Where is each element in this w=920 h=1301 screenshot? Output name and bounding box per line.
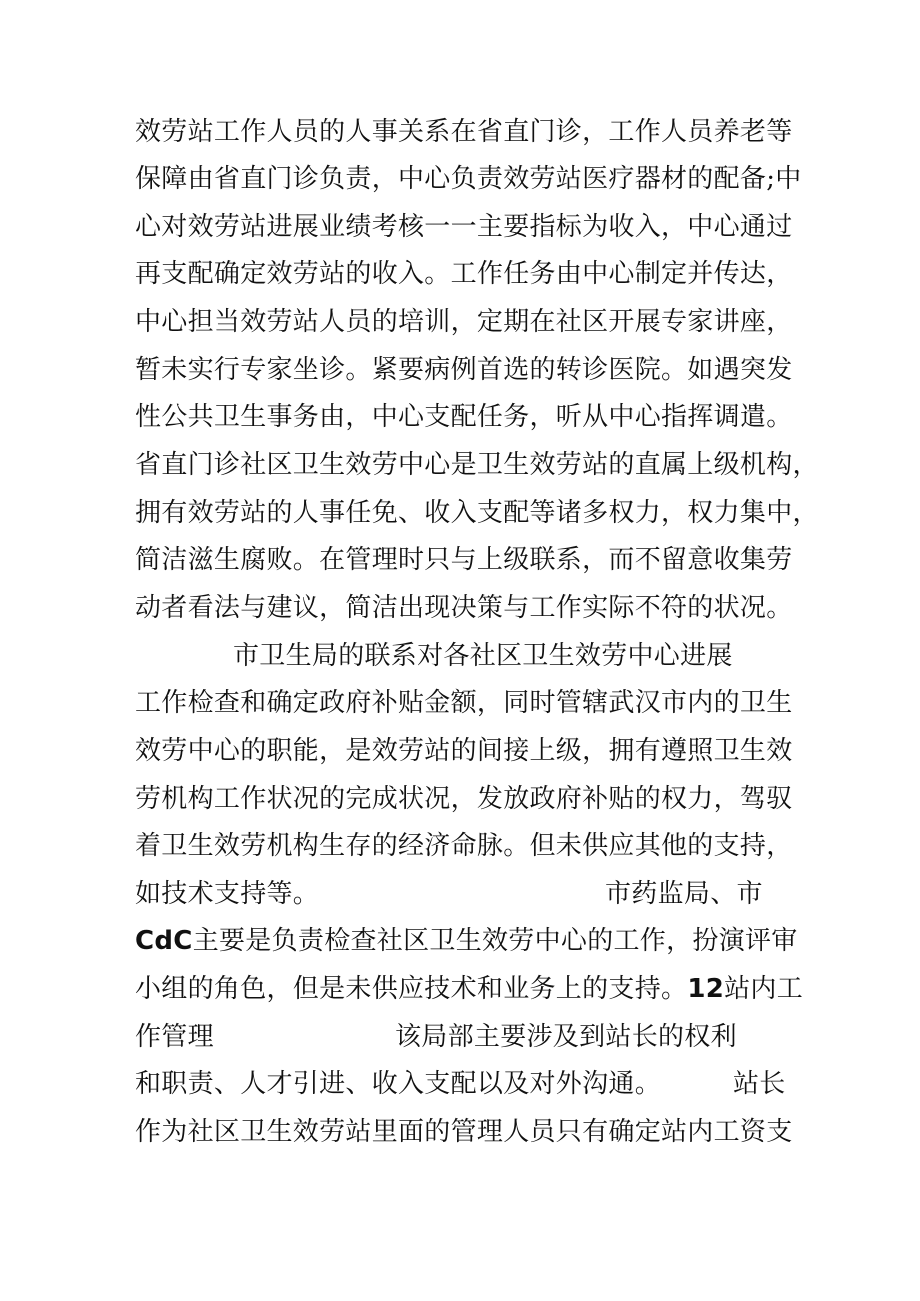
text-line-17-left: 如技术支持等。: [135, 879, 320, 909]
text-line-16: 着卫生效劳机构生存的经济命脉。但未供应其他的支持，: [135, 831, 793, 861]
text-line-18-rest: 主要是负责检查社区卫生效劳中心的工作，扮演评审: [192, 926, 798, 956]
text-line-12: 市卫生局的联系对各社区卫生效劳中心进展: [233, 641, 733, 671]
text-line-20-right: 该局部主要涉及到站长的权利: [395, 1022, 737, 1052]
text-line-4: 再支配确定效劳站的收入。工作任务由中心制定并传达，: [135, 259, 793, 289]
text-line-19-rest: 站内工: [724, 974, 804, 1004]
text-line-18: [135, 926, 798, 956]
cdc-abbrev: CdC: [135, 926, 193, 956]
section-heading: 作管理: [135, 1022, 214, 1052]
text-line-13: 工作检查和确定政府补贴金额，同时管辖武汉市内的卫生: [135, 688, 793, 718]
text-line-7: 性公共卫生事务由，中心支配任务，听从中心指挥调遣。: [135, 402, 793, 432]
text-line-15: 劳机构工作状况的完成状况，发放政府补贴的权力，驾驭: [135, 784, 793, 814]
section-number: 12: [687, 974, 725, 1004]
text-line-17-right: 市药监局、市: [605, 879, 763, 909]
text-line-21-left: 和职责、人才引进、收入支配以及对外沟通。: [135, 1069, 662, 1099]
text-line-11: 动者看法与建议，简洁出现决策与工作实际不符的状况。: [135, 593, 793, 623]
text-line-10: 简洁滋生腐败。在管理时只与上级联系，而不留意收集劳: [135, 545, 793, 575]
text-line-19-text: 小组的角色，但是未供应技术和业务上的支持。: [135, 974, 688, 1004]
text-line-2: 保障由省直门诊负责，中心负责效劳站医疗器材的配备;中: [135, 164, 802, 194]
text-line-1: 效劳站工作人员的人事关系在省直门诊，工作人员养老等: [135, 117, 793, 147]
text-line-9: 拥有效劳站的人事任免、收入支配等诸多权力，权力集中，: [135, 498, 819, 528]
text-line-3: 心对效劳站进展业绩考核一一主要指标为收入，中心通过: [135, 212, 793, 242]
text-line-22: 作为社区卫生效劳站里面的管理人员只有确定站内工资支: [135, 1117, 793, 1147]
text-line-19: [135, 974, 803, 1004]
text-line-6: 暂未实行专家坐诊。紧要病例首选的转诊医院。如遇突发: [135, 355, 793, 385]
text-line-8: 省直门诊社区卫生效劳中心是卫生效劳站的直属上级机构，: [135, 450, 819, 480]
text-line-21-right: 站长: [733, 1069, 786, 1099]
text-line-14: 效劳中心的职能，是效劳站的间接上级，拥有遵照卫生效: [135, 736, 793, 766]
text-line-5: 中心担当效劳站人员的培训，定期在社区开展专家讲座，: [135, 307, 793, 337]
